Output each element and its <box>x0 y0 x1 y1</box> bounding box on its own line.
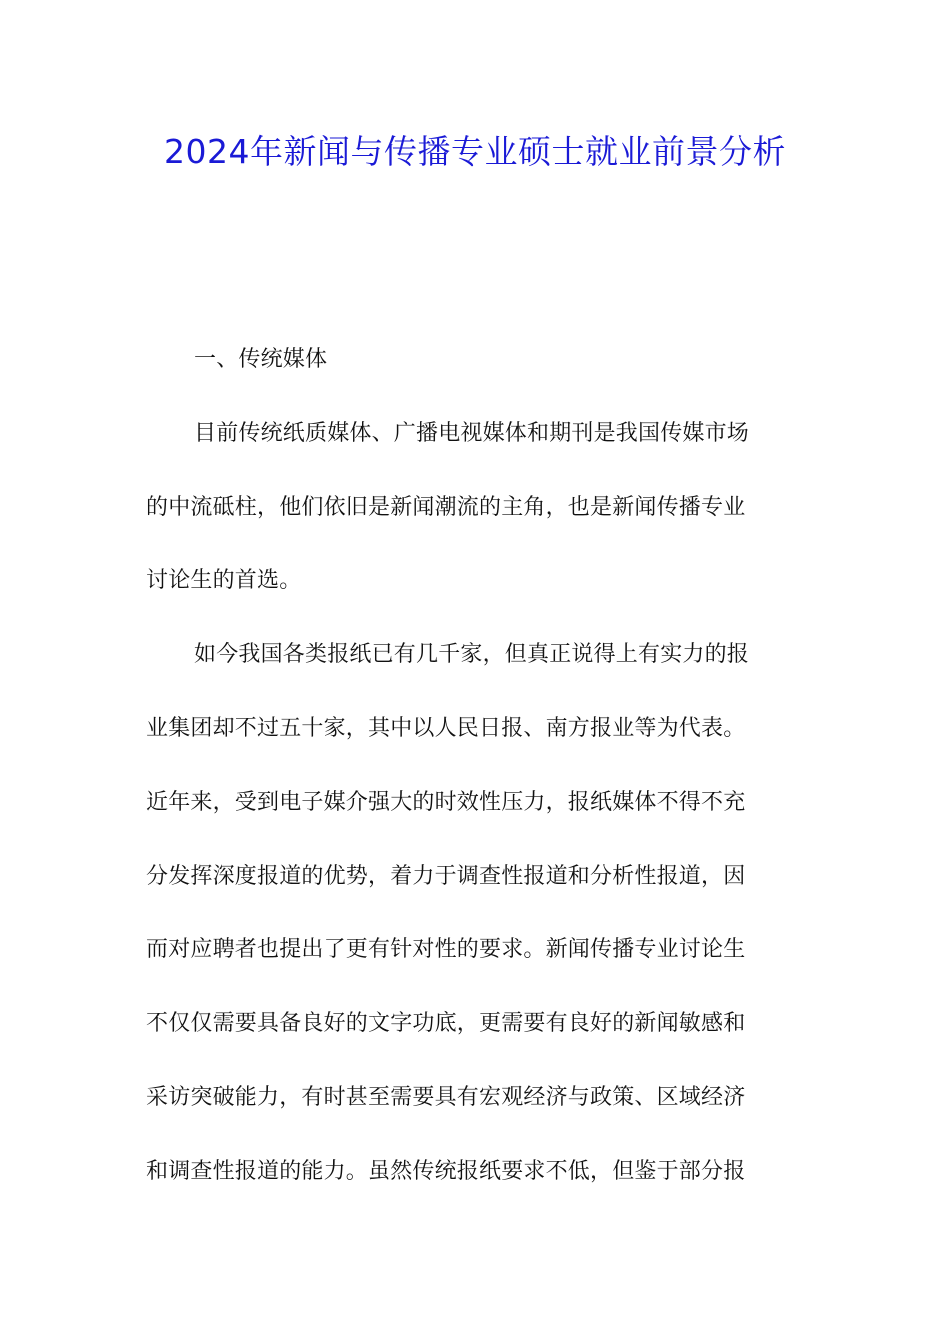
paragraph-line: 近年来，受到电子媒介强大的时效性压力，报纸媒体不得不充 <box>146 789 746 815</box>
paragraph-line: 目前传统纸质媒体、广播电视媒体和期刊是我国传媒市场 <box>194 420 750 446</box>
document-title: 2024年新闻与传播专业硕士就业前景分析 <box>164 132 786 171</box>
section-heading: 一、传统媒体 <box>194 347 328 372</box>
paragraph-line: 采访突破能力，有时甚至需要具有宏观经济与政策、区域经济 <box>146 1084 746 1110</box>
paragraph-line: 的中流砥柱，他们依旧是新闻潮流的主角，也是新闻传播专业 <box>146 494 746 520</box>
document-body <box>146 333 806 1219</box>
paragraph-line: 而对应聘者也提出了更有针对性的要求。新闻传播专业讨论生 <box>146 937 746 963</box>
paragraph-line: 业集团却不过五十家，其中以人民日报、南方报业等为代表。 <box>146 715 746 741</box>
paragraph-line: 讨论生的首选。 <box>146 568 302 594</box>
paragraph-line: 分发挥深度报道的优势，着力于调查性报道和分析性报道，因 <box>146 863 746 889</box>
paragraph-line: 不仅仅需要具备良好的文字功底，更需要有良好的新闻敏感和 <box>146 1011 746 1037</box>
paragraph-line: 如今我国各类报纸已有几千家，但真正说得上有实力的报 <box>194 642 750 668</box>
paragraph-line: 和调查性报道的能力。虽然传统报纸要求不低，但鉴于部分报 <box>146 1158 746 1184</box>
